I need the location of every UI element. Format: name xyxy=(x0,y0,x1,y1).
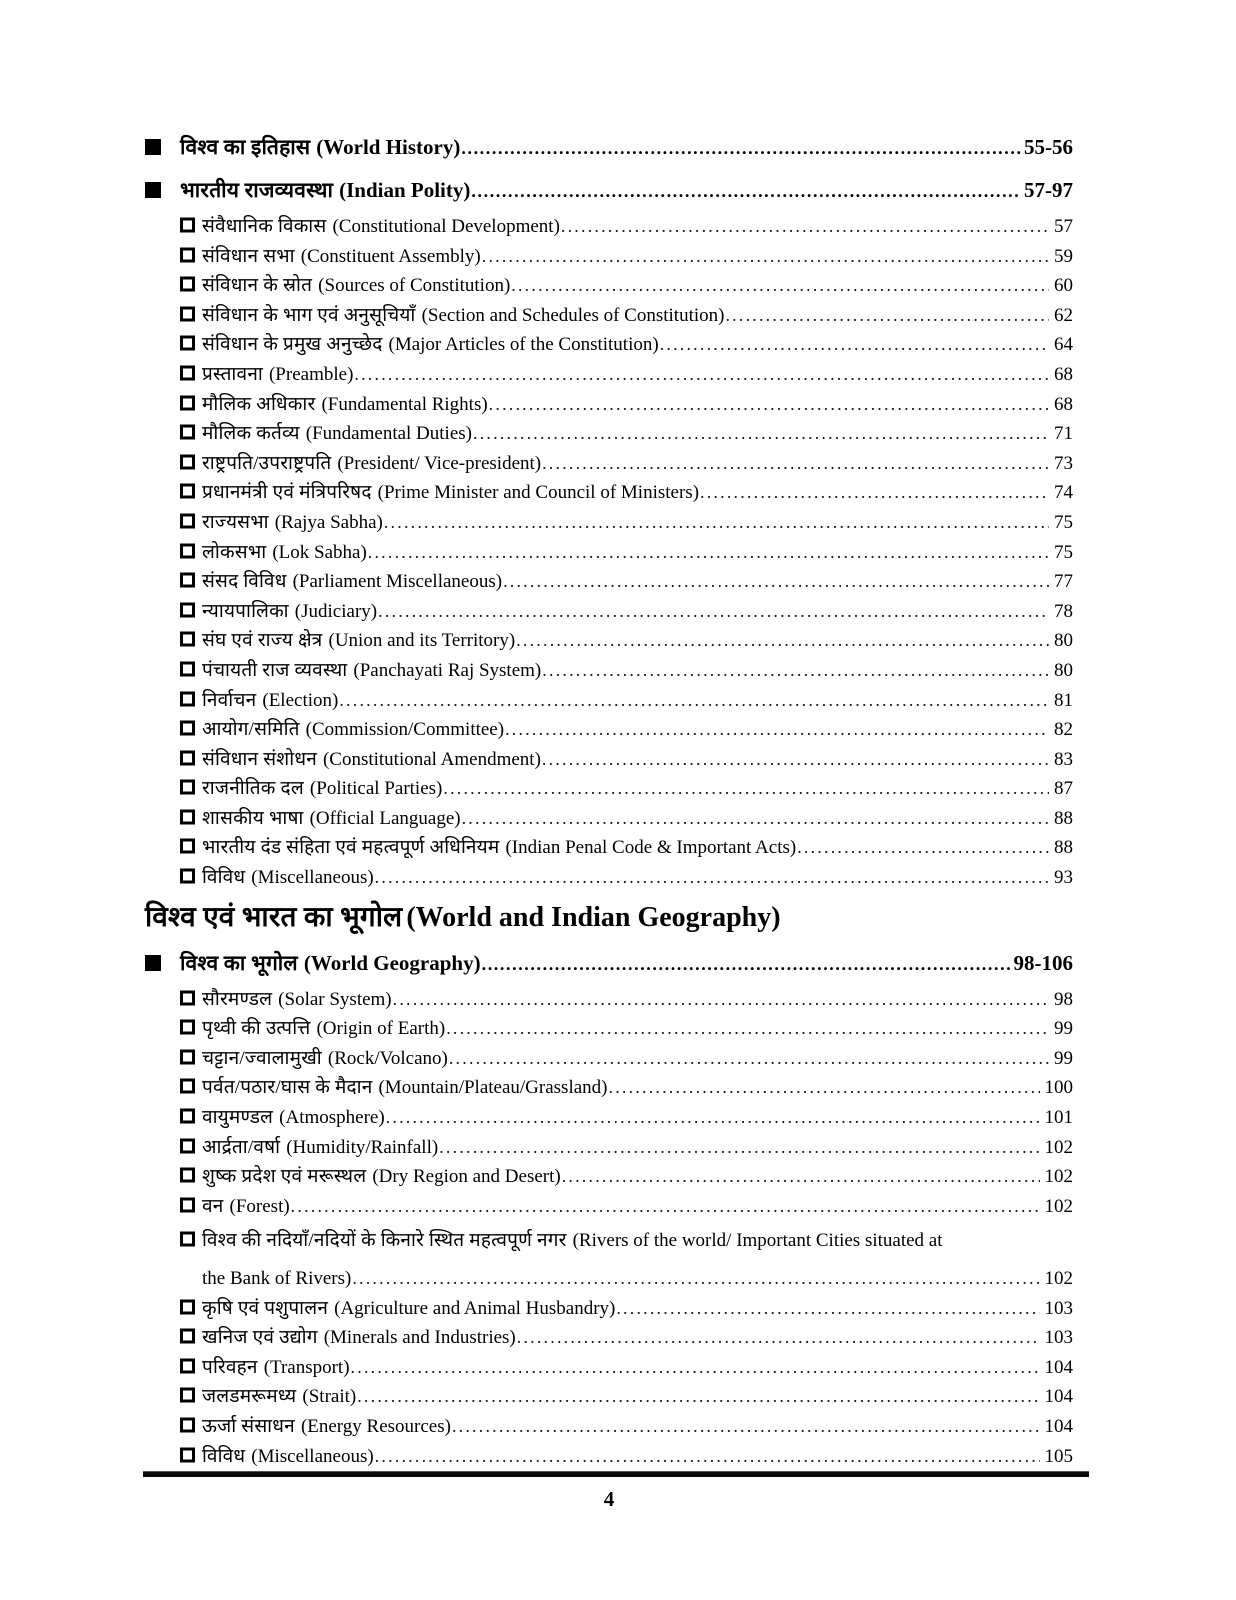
hollow-square-bullet-icon xyxy=(180,1323,202,1353)
toc-entry-label xyxy=(202,538,367,568)
dot-leader xyxy=(368,538,1049,568)
toc-entry-english-text: (Forest) xyxy=(229,1195,290,1217)
toc-entry-hindi-text: विश्व का इतिहास xyxy=(180,135,311,159)
toc-entry-page-number: 103 xyxy=(1044,1327,1073,1349)
toc-entry-hindi-text: राष्ट्रपति/उपराष्ट्रपति xyxy=(202,452,332,474)
toc-entry-hindi-text: चट्टान/ज्वालामुखी xyxy=(202,1047,322,1069)
hollow-square-bullet-icon xyxy=(180,360,202,390)
toc-entry-page-number: 102 xyxy=(1044,1136,1073,1158)
toc-list xyxy=(145,126,1073,1471)
toc-entry-english-continuation: the Bank of Rivers) xyxy=(202,1268,352,1289)
toc-entry-sub xyxy=(180,242,1073,272)
toc-entry-english-text: (Constituent Assembly) xyxy=(300,245,481,267)
toc-entry-page-number: 100 xyxy=(1044,1077,1073,1099)
toc-entry-hindi-text: पंचायती राज व्यवस्था xyxy=(202,659,348,681)
toc-entry-page-number: 80 xyxy=(1054,659,1073,681)
toc-entry-label xyxy=(202,1014,445,1044)
toc-entry-label xyxy=(180,948,481,978)
toc-entry-sub xyxy=(180,212,1073,242)
toc-entry-label xyxy=(202,1226,943,1256)
toc-entry-english-text: (Official Language) xyxy=(309,807,461,829)
toc-entry-hindi-text: राज्यसभा xyxy=(202,511,269,533)
hollow-square-bullet-icon xyxy=(180,1382,202,1412)
hollow-square-bullet-icon xyxy=(180,863,202,893)
toc-entry-sub xyxy=(180,597,1073,627)
hollow-square-bullet-icon xyxy=(180,1294,202,1324)
toc-entry-page-number: 57-97 xyxy=(1024,178,1073,202)
toc-entry-sub xyxy=(180,833,1073,863)
toc-entry-page-number: 60 xyxy=(1054,275,1073,297)
toc-entry-sub xyxy=(180,686,1073,716)
toc-entry-label xyxy=(202,271,510,301)
toc-entry-english-text: (Section and Schedules of Constitution) xyxy=(421,304,725,326)
toc-entry-hindi-text: शुष्क प्रदेश एवं मरूस्थल xyxy=(202,1166,367,1188)
toc-entry-hindi-text: विविध xyxy=(202,867,246,889)
toc-entry-page-number: 98-106 xyxy=(1013,950,1073,975)
hollow-square-bullet-icon xyxy=(180,390,202,420)
toc-entry-main xyxy=(145,175,1073,206)
hollow-square-bullet-icon xyxy=(180,597,202,627)
toc-entry-label xyxy=(202,212,560,242)
dot-leader xyxy=(351,1353,1040,1383)
toc-entry-english-text: (Rajya Sabha) xyxy=(274,511,383,533)
toc-entry-sub xyxy=(180,985,1073,1015)
toc-entry-page-number: 104 xyxy=(1044,1386,1073,1408)
dot-leader xyxy=(384,508,1049,538)
toc-entry-english-text: (Lok Sabha) xyxy=(272,541,367,563)
toc-entry-english-text: (Constitutional Amendment) xyxy=(322,748,541,770)
toc-entry-page-number: 99 xyxy=(1054,1047,1073,1069)
toc-entry-sub-two-line xyxy=(180,1221,1073,1293)
toc-entry-line1 xyxy=(180,1226,1073,1256)
toc-entry-page-number: 74 xyxy=(1054,482,1073,504)
toc-entry-sub xyxy=(180,1294,1073,1324)
dot-leader xyxy=(443,774,1049,804)
toc-entry-page-number: 75 xyxy=(1054,541,1073,563)
toc-entry-label xyxy=(202,1382,356,1412)
toc-entry-hindi-text: संवैधानिक विकास xyxy=(202,216,327,237)
dot-leader xyxy=(339,686,1049,716)
hollow-square-bullet-icon xyxy=(180,1226,202,1256)
toc-entry-label xyxy=(202,419,472,449)
toc-entry-english-text: (Election) xyxy=(262,689,339,711)
toc-entry-label xyxy=(202,597,377,627)
dot-leader xyxy=(725,301,1049,331)
toc-entry-english-text: (World Geography) xyxy=(303,950,481,975)
toc-entry-main xyxy=(145,132,1073,163)
dot-leader xyxy=(357,1382,1039,1412)
toc-entry-sub xyxy=(180,360,1073,390)
toc-entry-label xyxy=(202,1412,451,1442)
toc-entry-page-number: 80 xyxy=(1054,630,1073,652)
hollow-square-bullet-icon xyxy=(180,1412,202,1442)
hollow-square-bullet-icon xyxy=(180,1014,202,1044)
toc-entry-hindi-text: संविधान संशोधन xyxy=(202,748,317,770)
page-number: 4 xyxy=(603,1487,615,1512)
toc-entry-label xyxy=(202,1044,448,1074)
section-heading xyxy=(145,898,1073,938)
hollow-square-bullet-icon xyxy=(180,242,202,272)
dot-leader xyxy=(542,656,1049,686)
toc-entry-label xyxy=(180,132,460,162)
dot-leader xyxy=(542,745,1049,775)
toc-entry-hindi-text: विश्व की नदियाँ/नदियों के किनारे स्थित महत्वपूर्ण नगर xyxy=(202,1230,567,1252)
dot-leader xyxy=(505,715,1049,745)
toc-entry-english-text: (Miscellaneous) xyxy=(251,867,374,889)
toc-entry-english-text: (Major Articles of the Constitution) xyxy=(388,334,659,356)
toc-entry-sub xyxy=(180,1442,1073,1472)
toc-entry-sub xyxy=(180,538,1073,568)
toc-entry-page-number: 82 xyxy=(1054,719,1073,741)
hollow-square-bullet-icon xyxy=(180,538,202,568)
toc-entry-hindi-text: खनिज एवं उद्योग xyxy=(202,1327,318,1349)
toc-entry-label xyxy=(202,863,374,893)
toc-entry-hindi-text: मौलिक अधिकार xyxy=(202,393,316,415)
toc-entry-label xyxy=(202,1073,608,1103)
toc-entry-label xyxy=(202,1192,290,1222)
page-footer xyxy=(145,1471,1073,1600)
toc-entry-label xyxy=(202,745,541,775)
hollow-square-bullet-icon xyxy=(180,1073,202,1103)
toc-entry-sub xyxy=(180,774,1073,804)
toc-entry-hindi-text: विविध xyxy=(202,1445,246,1467)
toc-entry-label xyxy=(202,985,392,1015)
dot-leader xyxy=(489,390,1049,420)
toc-entry-page-number: 83 xyxy=(1054,748,1073,770)
toc-entry-label xyxy=(202,833,796,863)
toc-entry-sub xyxy=(180,271,1073,301)
toc-entry-hindi-text: वायुमण्डल xyxy=(202,1107,274,1129)
toc-entry-hindi-text: ऊर्जा संसाधन xyxy=(202,1415,295,1437)
toc-entry-hindi-text: सौरमण्डल xyxy=(202,988,273,1010)
toc-entry-sub xyxy=(180,1162,1073,1192)
toc-entry-label xyxy=(202,390,488,420)
filled-square-bullet-icon xyxy=(145,175,180,205)
toc-entry-english-text: (Transport) xyxy=(263,1356,350,1378)
toc-entry-sub xyxy=(180,804,1073,834)
toc-entry-sub xyxy=(180,508,1073,538)
dot-leader xyxy=(354,360,1049,390)
toc-entry-english-text: (Dry Region and Desert) xyxy=(372,1166,561,1188)
toc-entry-label xyxy=(202,508,383,538)
toc-entry-page-number: 68 xyxy=(1054,393,1073,415)
hollow-square-bullet-icon xyxy=(180,271,202,301)
toc-entry-hindi-text: संविधान के स्रोत xyxy=(202,275,313,297)
toc-entry-english-text: (Atmosphere) xyxy=(279,1107,385,1129)
hollow-square-bullet-icon xyxy=(180,478,202,508)
toc-entry-hindi-text: प्रधानमंत्री एवं मंत्रिपरिषद xyxy=(202,482,372,504)
toc-entry-label xyxy=(202,774,442,804)
dot-leader xyxy=(393,985,1049,1015)
toc-entry-sub xyxy=(180,1192,1073,1222)
toc-entry-english-text: (Commission/Committee) xyxy=(305,719,505,741)
toc-entry-page-number: 105 xyxy=(1044,1445,1073,1467)
toc-entry-page-number: 104 xyxy=(1044,1356,1073,1378)
hollow-square-bullet-icon xyxy=(180,1162,202,1192)
toc-entry-hindi-text: कृषि एवं पशुपालन xyxy=(202,1297,329,1319)
toc-entry-hindi-text: वन xyxy=(202,1195,224,1217)
footer-divider xyxy=(143,1471,1089,1477)
toc-entry-hindi-text: जलडमरूमध्य xyxy=(202,1386,297,1408)
toc-entry-label xyxy=(202,686,338,716)
toc-entry-page-number: 104 xyxy=(1044,1415,1073,1437)
toc-entry-page-number: 103 xyxy=(1044,1297,1073,1319)
hollow-square-bullet-icon xyxy=(180,686,202,716)
toc-entry-sub xyxy=(180,1353,1073,1383)
toc-entry-english-text: (Fundamental Rights) xyxy=(321,393,488,415)
toc-entry-sub xyxy=(180,1133,1073,1163)
dot-leader xyxy=(482,948,1011,979)
hollow-square-bullet-icon xyxy=(180,212,202,242)
hollow-square-bullet-icon xyxy=(180,774,202,804)
toc-entry-label xyxy=(202,656,541,686)
toc-entry-page-number: 87 xyxy=(1054,778,1073,800)
hollow-square-bullet-icon xyxy=(180,985,202,1015)
toc-entry-page-number: 77 xyxy=(1054,571,1073,593)
toc-entry-sub xyxy=(180,449,1073,479)
toc-entry-hindi-text: विश्व का भूगोल xyxy=(180,950,298,975)
toc-entry-english-text: (Indian Penal Code & Important Acts) xyxy=(505,837,797,859)
toc-entry-label xyxy=(202,626,515,656)
toc-entry-page-number: 88 xyxy=(1054,837,1073,859)
toc-entry-page-number: 93 xyxy=(1054,867,1073,889)
toc-entry-sub xyxy=(180,1323,1073,1353)
toc-entry-page-number: 81 xyxy=(1054,689,1073,711)
dot-leader xyxy=(439,1133,1039,1163)
toc-entry-hindi-text: संघ एवं राज्य क्षेत्र xyxy=(202,630,323,652)
toc-entry-page-number: 59 xyxy=(1054,245,1073,267)
toc-entry-hindi-text: संसद विविध xyxy=(202,571,287,593)
toc-entry-sub xyxy=(180,1382,1073,1412)
toc-entry-page-number: 102 xyxy=(1044,1166,1073,1188)
toc-entry-english-text: (Mountain/Plateau/Grassland) xyxy=(378,1077,608,1099)
toc-entry-page-number: 102 xyxy=(1044,1195,1073,1217)
hollow-square-bullet-icon xyxy=(180,301,202,331)
hollow-square-bullet-icon xyxy=(180,745,202,775)
toc-entry-page-number: 75 xyxy=(1054,511,1073,533)
toc-entry-hindi-text: संविधान के भाग एवं अनुसूचियाँ xyxy=(202,304,416,326)
toc-entry-sub xyxy=(180,1014,1073,1044)
toc-entry-sub xyxy=(180,1412,1073,1442)
toc-entry-english-text: (Union and its Territory) xyxy=(328,630,516,652)
toc-entry-sub xyxy=(180,330,1073,360)
hollow-square-bullet-icon xyxy=(180,1442,202,1472)
toc-entry-label xyxy=(202,301,724,331)
dot-leader xyxy=(700,478,1049,508)
toc-entry-label xyxy=(202,1442,374,1472)
dot-leader xyxy=(542,449,1049,479)
toc-entry-sub xyxy=(180,478,1073,508)
dot-leader xyxy=(516,626,1049,656)
toc-entry-english-text: (Agriculture and Animal Husbandry) xyxy=(334,1297,616,1319)
toc-entry-english-text: (Parliament Miscellaneous) xyxy=(292,571,503,593)
toc-entry-sub xyxy=(180,626,1073,656)
dot-leader xyxy=(461,132,1021,163)
dot-leader xyxy=(462,804,1049,834)
toc-entry-label xyxy=(202,1133,438,1163)
toc-entry-sub xyxy=(180,1073,1073,1103)
dot-leader xyxy=(291,1192,1040,1222)
toc-entry-label xyxy=(202,1323,516,1353)
hollow-square-bullet-icon xyxy=(180,567,202,597)
toc-entry-hindi-text: न्यायपालिका xyxy=(202,600,289,622)
toc-entry-hindi-text: संविधान के प्रमुख अनुच्छेद xyxy=(202,334,383,356)
toc-entry-label xyxy=(202,1294,615,1324)
toc-entry-hindi-text: राजनीतिक दल xyxy=(202,778,304,800)
toc-entry-sub xyxy=(180,715,1073,745)
toc-entry-label xyxy=(202,478,699,508)
toc-entry-page-number: 73 xyxy=(1054,452,1073,474)
dot-leader xyxy=(378,597,1049,627)
dot-leader xyxy=(471,175,1021,206)
toc-entry-page-number: 68 xyxy=(1054,363,1073,385)
toc-entry-sub xyxy=(180,656,1073,686)
toc-entry-sub xyxy=(180,863,1073,893)
dot-leader xyxy=(797,833,1049,863)
hollow-square-bullet-icon xyxy=(180,1192,202,1222)
toc-entry-hindi-text: भारतीय दंड संहिता एवं महत्वपूर्ण अधिनियम xyxy=(202,837,500,859)
toc-entry-label xyxy=(202,1162,561,1192)
toc-entry-english-text: (Miscellaneous) xyxy=(251,1445,374,1467)
section-heading-english-text: (World and Indian Geography) xyxy=(406,901,781,933)
toc-entry-sub xyxy=(180,1044,1073,1074)
toc-entry-page-number: 99 xyxy=(1054,1018,1073,1040)
toc-entry-label xyxy=(202,242,481,272)
hollow-square-bullet-icon xyxy=(180,1133,202,1163)
hollow-square-bullet-icon xyxy=(180,715,202,745)
dot-leader xyxy=(375,863,1049,893)
toc-entry-page-number: 62 xyxy=(1054,304,1073,326)
toc-entry-page-number: 71 xyxy=(1054,423,1073,445)
toc-entry-english-text: (Minerals and Industries) xyxy=(323,1327,516,1349)
toc-entry-hindi-text: आर्द्रता/वर्षा xyxy=(202,1136,281,1158)
dot-leader xyxy=(511,271,1049,301)
toc-entry-english-text: (Fundamental Duties) xyxy=(305,423,472,445)
toc-entry-label xyxy=(202,360,353,390)
toc-entry-page-number: 64 xyxy=(1054,334,1073,356)
toc-entry-english-text: (Political Parties) xyxy=(309,778,443,800)
dot-leader xyxy=(473,419,1049,449)
hollow-square-bullet-icon xyxy=(180,330,202,360)
hollow-square-bullet-icon xyxy=(180,1103,202,1133)
toc-entry-english-text: (Rock/Volcano) xyxy=(327,1047,448,1069)
toc-entry-line2 xyxy=(180,1264,1073,1294)
dot-leader xyxy=(616,1294,1039,1324)
toc-entry-english-text: (Judiciary) xyxy=(294,600,378,622)
hollow-square-bullet-icon xyxy=(180,626,202,656)
toc-entry-label xyxy=(202,449,541,479)
toc-entry-label xyxy=(202,1353,350,1383)
toc-entry-page-number: 98 xyxy=(1054,988,1073,1010)
toc-entry-english-text: (Sources of Constitution) xyxy=(318,275,511,297)
toc-entry-sub xyxy=(180,301,1073,331)
toc-entry-english-text: (Energy Resources) xyxy=(300,1415,451,1437)
toc-entry-english-text: (Rivers of the world/ Important Cities situated at xyxy=(572,1230,943,1252)
dot-leader xyxy=(449,1044,1049,1074)
dot-leader xyxy=(562,1162,1040,1192)
toc-entry-english-text: (Preamble) xyxy=(268,363,354,385)
filled-square-bullet-icon xyxy=(145,132,180,162)
toc-entry-sub xyxy=(180,1103,1073,1133)
toc-entry-english-text: (Indian Polity) xyxy=(339,178,471,202)
toc-entry-hindi-text: संविधान सभा xyxy=(202,245,295,267)
toc-entry-page-number: 57 xyxy=(1054,216,1073,237)
toc-entry-sub xyxy=(180,390,1073,420)
toc-entry-page-number: 55-56 xyxy=(1024,135,1073,159)
toc-entry-english-text: (Solar System) xyxy=(278,988,392,1010)
dot-leader xyxy=(609,1073,1040,1103)
dot-leader xyxy=(660,330,1049,360)
toc-entry-hindi-text: शासकीय भाषा xyxy=(202,807,304,829)
section-heading-hindi-text: विश्व एवं भारत का भूगोल xyxy=(145,901,403,933)
hollow-square-bullet-icon xyxy=(180,508,202,538)
toc-entry-hindi-text: आयोग/समिति xyxy=(202,719,300,741)
dot-leader xyxy=(482,242,1049,272)
toc-entry-hindi-text: पर्वत/पठार/घास के मैदान xyxy=(202,1077,373,1099)
dot-leader xyxy=(503,567,1049,597)
toc-entry-english-text: (Prime Minister and Council of Ministers) xyxy=(377,482,700,504)
dot-leader xyxy=(386,1103,1040,1133)
dot-leader xyxy=(446,1014,1049,1044)
toc-entry-label xyxy=(202,804,461,834)
toc-entry-label xyxy=(180,175,470,205)
toc-entry-hindi-text: पृथ्वी की उत्पत्ति xyxy=(202,1018,311,1040)
toc-entry-hindi-text: परिवहन xyxy=(202,1356,258,1378)
toc-entry-page-number: 78 xyxy=(1054,600,1073,622)
dot-leader xyxy=(452,1412,1040,1442)
toc-entry-page-number: 101 xyxy=(1044,1107,1073,1129)
toc-entry-hindi-text: भारतीय राजव्यवस्था xyxy=(180,178,334,202)
dot-leader xyxy=(352,1264,1039,1294)
toc-entry-hindi-text: प्रस्तावना xyxy=(202,363,263,385)
toc-entry-main xyxy=(145,948,1073,979)
hollow-square-bullet-icon xyxy=(180,1044,202,1074)
toc-entry-label xyxy=(202,567,502,597)
toc-entry-sub xyxy=(180,567,1073,597)
toc-entry-hindi-text: मौलिक कर्तव्य xyxy=(202,423,300,445)
toc-entry-label xyxy=(202,330,659,360)
toc-entry-english-text: (World History) xyxy=(316,135,461,159)
toc-entry-label xyxy=(202,1103,385,1133)
toc-entry-english-text: (Strait) xyxy=(302,1386,357,1408)
toc-entry-english-text: (Constitutional Development) xyxy=(332,216,560,237)
toc-entry-sub xyxy=(180,419,1073,449)
toc-entry-english-text: (Panchayati Raj System) xyxy=(353,659,542,681)
toc-entry-label xyxy=(202,715,504,745)
dot-leader xyxy=(375,1442,1040,1472)
toc-entry-hindi-text: लोकसभा xyxy=(202,541,267,563)
toc-entry-page-number: 88 xyxy=(1054,807,1073,829)
dot-leader xyxy=(517,1323,1040,1353)
filled-square-bullet-icon xyxy=(145,948,180,978)
toc-entry-english-text: (President/ Vice-president) xyxy=(337,452,542,474)
hollow-square-bullet-icon xyxy=(180,419,202,449)
toc-entry-english-text: (Origin of Earth) xyxy=(316,1018,446,1040)
toc-entry-english-text: (Humidity/Rainfall) xyxy=(286,1136,439,1158)
dot-leader xyxy=(561,212,1049,242)
hollow-square-bullet-icon xyxy=(180,1353,202,1383)
hollow-square-bullet-icon xyxy=(180,833,202,863)
hollow-square-bullet-icon xyxy=(180,804,202,834)
toc-entry-hindi-text: निर्वाचन xyxy=(202,689,257,711)
toc-entry-sub xyxy=(180,745,1073,775)
hollow-square-bullet-icon xyxy=(180,656,202,686)
toc-entry-page-number: 102 xyxy=(1044,1268,1073,1289)
hollow-square-bullet-icon xyxy=(180,449,202,479)
